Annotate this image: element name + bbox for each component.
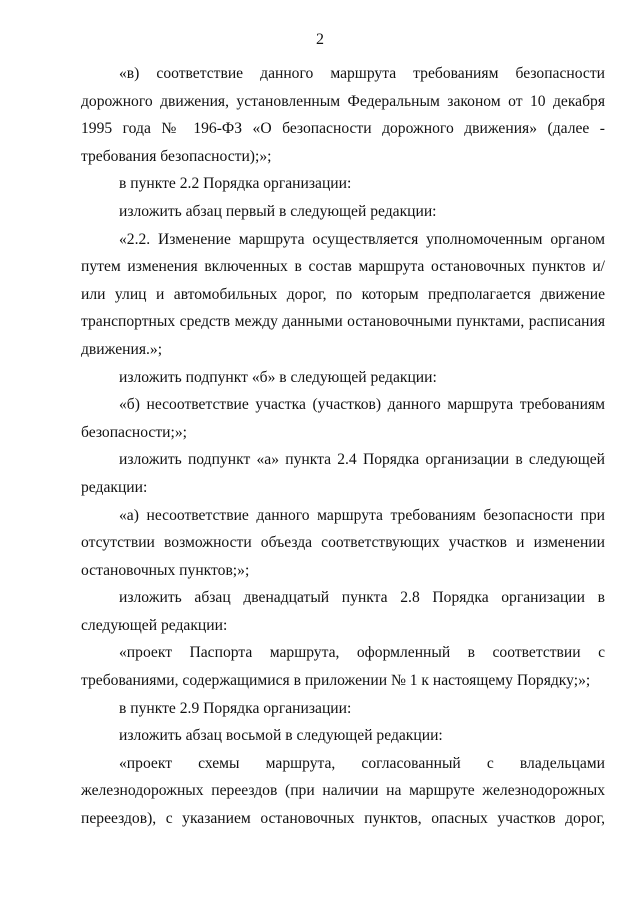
paragraph-amend-abzac-8: изложить абзац восьмой в следующей редакции:: [119, 727, 443, 745]
paragraph-amend-subpoint-b: изложить подпункт «б» в следующей редакции:: [119, 368, 437, 386]
paragraph-point-2-2-intro: в пункте 2.2 Порядка организации:: [119, 175, 352, 193]
paragraph-amend-subpoint-a: изложить подпункт «а» пункта 2.4 Порядка организации в следующей редакции:: [81, 451, 605, 496]
document-body: [81, 60, 605, 833]
paragraph-point-2-2-text: «2.2. Изменение маршрута осуществляется уполномоченным органом путем изменения включенных в состав маршрута остановочных пунктов и/или улиц и автомобильных дорог, по которым предполагается движение транспортных средств между данными остановочными пунктами, расписания движения.»;: [81, 230, 605, 358]
paragraph-amend-first-abzac: изложить абзац первый в следующей редакции:: [119, 202, 437, 220]
paragraph-route-scheme-project: «проект схемы маршрута, согласованный с владельцами железнодорожных переездов (при наличии на маршруте железнодорожных переездов), с указанием остановочных пунктов, опасных участков дорог,: [81, 754, 605, 828]
paragraph-amend-abzac-12: изложить абзац двенадцатый пункта 2.8 Порядка организации в следующей редакции:: [81, 589, 605, 634]
paragraph-item-v: «в) соответствие данного маршрута требованиям безопасности дорожного движения, установленным Федеральным законом от 10 декабря 1995 года № 196-ФЗ «О безопасности дорожного движения» (далее - требования безопасности);»;: [81, 65, 605, 165]
paragraph-passport-project: «проект Паспорта маршрута, оформленный в соответствии с требованиями, содержащимися в приложении № 1 к настоящему Порядку;»;: [81, 644, 605, 690]
page-number: 2: [316, 31, 324, 48]
paragraph-subpoint-a-text: «а) несоответствие данного маршрута требованиям безопасности при отсутствии возможности объезда соответствующих участков и изменении остановочных пунктов;»;: [81, 506, 605, 579]
paragraph-point-2-9-intro: в пункте 2.9 Порядка организации:: [119, 699, 352, 717]
paragraph-subpoint-b-text: «б) несоответствие участка (участков) данного маршрута требованиям безопасности;»;: [81, 396, 605, 441]
